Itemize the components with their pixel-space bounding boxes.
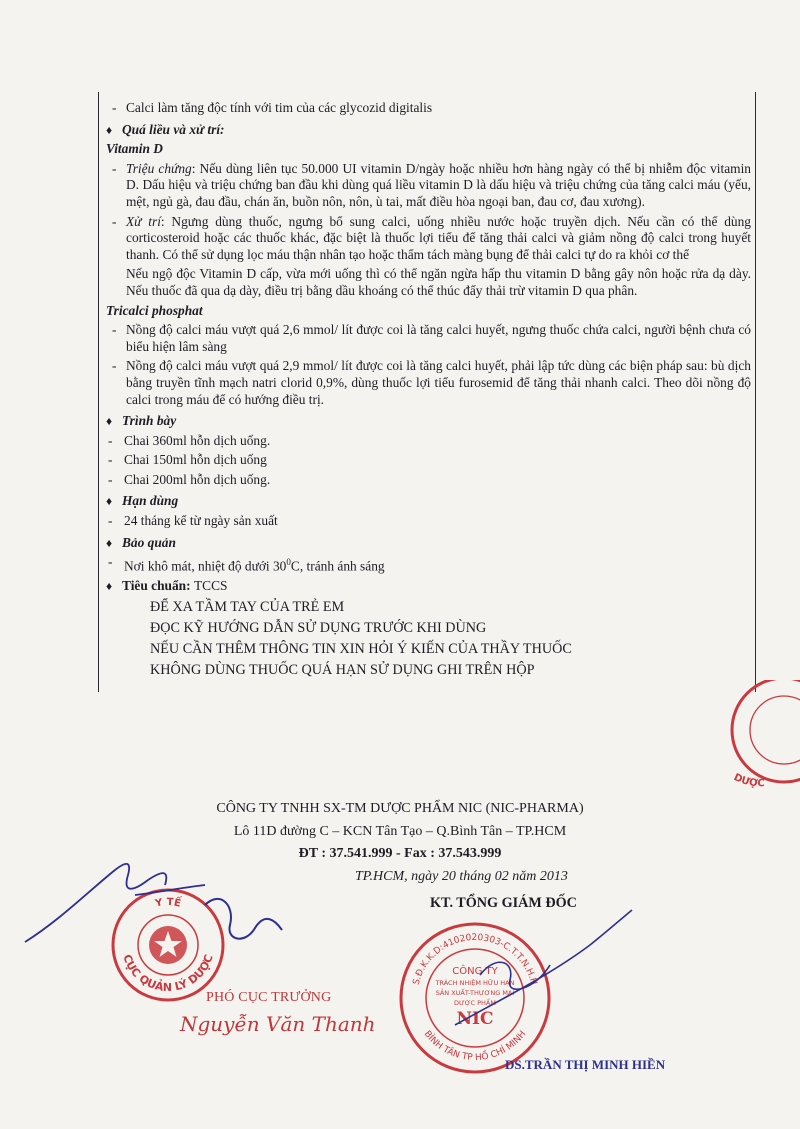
section-heading-storage: ♦ Bảo quản xyxy=(106,534,176,550)
edge-partial-seal xyxy=(712,680,800,800)
subheading-vitamin-d: Vitamin D xyxy=(106,141,163,157)
company-seal-ring-bottom: BÌNH TÂN TP HỒ CHÍ MINH xyxy=(421,1029,529,1064)
document-body xyxy=(106,100,751,681)
diamond-bullet-icon: ♦ xyxy=(106,122,113,137)
list-item: - Triệu chứng: Nếu dùng liên tục 50.000 UI vitamin D/ngày hoặc nhiều hơn hàng ngày có thể bị nhiễm độc vitamin D. Dấu hiệu và triệu chứng ban đầu khi dùng quá liều vitamin D là dấu hiệu và triệu chứng của tăng calci máu (yếu, mệt, ngủ gà, đau đầu, chán ăn, buồn nôn, nôn, ù tai, mất điều hòa ngoại ban, đau cơ, đau xương). xyxy=(112,160,751,209)
deputy-title: PHÓ CỤC TRƯỞNG xyxy=(206,990,332,1005)
warning-line: KHÔNG DÙNG THUỐC QUÁ HẠN SỬ DỤNG GHI TRÊN HỘP xyxy=(150,661,535,678)
symptom-label: Triệu chứng xyxy=(126,160,192,176)
list-item: - Nồng độ calci máu vượt quá 2,6 mmol/ lít được coi là tăng calci huyết, ngưng thuốc chứa calci, người bệnh chưa có biểu hiện lâm sàng xyxy=(112,322,751,354)
section-heading-expiry: ♦ Hạn dùng xyxy=(106,493,179,509)
diamond-bullet-icon: ♦ xyxy=(106,535,113,550)
diamond-bullet-icon: ♦ xyxy=(106,414,113,429)
tricalci-item-1: Nồng độ calci máu vượt quá 2,6 mmol/ lít được coi là tăng calci huyết, ngưng thuốc chứa calci, người bệnh chưa có biểu hiện lâm sàng xyxy=(126,322,751,354)
acute-poisoning-text: Nếu ngộ độc Vitamin D cấp, vừa mới uống thì có thể ngăn ngừa hấp thu vitamin D bằng gây nôn hoặc rửa dạ dày. Nếu thuốc đã qua dạ dày, điều trị bằng dầu khoáng có thể thúc đẩy thải trừ vitamin D qua phân. xyxy=(126,266,751,298)
list-item: - 24 tháng kể từ ngày sản xuất xyxy=(108,513,278,529)
list-item: - Chai 360ml hỗn dịch uống. xyxy=(108,432,271,448)
seal-left-bottom-text: CỤC QUẢN LÝ DƯỢC xyxy=(120,952,216,995)
deputy-name-signature: Nguyễn Văn Thanh xyxy=(180,1012,376,1036)
intro-bullet-text: Calci làm tăng độc tính với tim của các glycozid digitalis xyxy=(126,100,433,115)
list-item: - Calci làm tăng độc tính với tim của các glycozid digitalis xyxy=(112,100,433,115)
company-phone: ĐT : 37.541.999 - Fax : 37.543.999 xyxy=(298,846,502,861)
list-item: - Chai 150ml hỗn dịch uống xyxy=(108,452,267,468)
treatment-text: : Ngưng dùng thuốc, ngưng bổ sung calci, uống nhiều nước hoặc truyền dịch. Nếu cần có thể dùng corticosteroid hoặc các thuốc khác, đặc biệt là thuốc lợi tiểu để tăng thải calci và giảm nồng độ calci trong huyết thanh. Có thể sử dụng lọc máu thận nhân tạo hoặc thẩm tách màng bụng để thải calci tự do ra khỏi cơ thể xyxy=(126,213,751,262)
company-seal-ring-text: S.Đ.K.K.D:4102020303-C.T.T.N.H.H xyxy=(411,932,539,987)
standard-line: ♦ Tiêu chuẩn: TCCS xyxy=(106,578,228,594)
list-item: - Nơi khô mát, nhiệt độ dưới $30^0C$, tránh ánh sáng xyxy=(108,554,385,574)
subheading-tricalci: Tricalci phosphat xyxy=(106,302,203,318)
diamond-bullet-icon: ♦ xyxy=(106,579,113,594)
list-item: - Nồng độ calci máu vượt quá 2,9 mmol/ lít được coi là tăng calci huyết, phải lập tức dùng các biện pháp sau: bù dịch bằng truyền tĩnh mạch natri clorid 0,9%, dùng thuốc lợi tiểu furosemid để tăng thải nhanh calci. Theo dõi nồng độ calci trong máu để có hướng điều trị. xyxy=(112,358,751,407)
company-name: CÔNG TY TNHH SX-TM DƯỢC PHẨM NIC (NIC-PHARMA) xyxy=(216,801,584,816)
section-heading-presentation: ♦ Trình bày xyxy=(106,413,177,429)
warning-line: NẾU CẦN THÊM THÔNG TIN XIN HỎI Ý KIẾN CỦA THẦY THUỐC xyxy=(150,640,572,657)
pharmacist-name: DS.TRẦN THỊ MINH HIỀN xyxy=(505,1057,666,1072)
diamond-bullet-icon: ♦ xyxy=(106,494,113,509)
svg-text:NIC: NIC xyxy=(456,1009,494,1029)
director-title: KT. TỔNG GIÁM ĐỐC xyxy=(430,895,577,911)
signature-scribble xyxy=(20,850,300,950)
warning-line: ĐỌC KỸ HƯỚNG DẪN SỬ DỤNG TRƯỚC KHI DÙNG xyxy=(150,619,487,636)
treatment-label: Xử trí xyxy=(126,213,161,229)
svg-text:CÔNG TY: CÔNG TY xyxy=(452,966,498,977)
list-item: - Chai 200ml hỗn dịch uống. xyxy=(108,471,271,487)
edge-seal-text: DƯỢC xyxy=(731,771,765,790)
standard-value: TCCS xyxy=(193,578,228,594)
list-item: - Xử trí: Ngưng dùng thuốc, ngưng bổ sung calci, uống nhiều nước hoặc truyền dịch. Nếu cần có thể dùng corticosteroid hoặc các thuốc khác, đặc biệt là thuốc lợi tiểu để tăng thải calci và giảm nồng độ calci trong huyết thanh. Có thể sử dụng lọc máu thận nhân tạo hoặc thẩm tách màng bụng để thải calci tự do ra khỏi cơ thể xyxy=(112,213,751,262)
director-signature-scribble xyxy=(440,905,640,1035)
section-heading-overdose: ♦ Quá liều và xử trí: xyxy=(106,121,225,137)
symptom-text: : Nếu dùng liên tục 50.000 UI vitamin D/ngày hoặc nhiều hơn hàng ngày có thể bị nhiễm độc vitamin D. Dấu hiệu và triệu chứng ban đầu khi dùng quá liều vitamin D là dấu hiệu và triệu chứng của tăng calci máu (yếu, mệt, ngủ gà, đau đầu, chán ăn, buồn nôn, nôn, ù tai, mất điều hòa ngoại ban, đau cơ, đau xương). xyxy=(126,160,751,209)
svg-text:DƯỢC PHẨM: DƯỢC PHẨM xyxy=(454,999,496,1007)
seal-left-top-text: Y TẾ xyxy=(154,896,182,910)
signature-date: TP.HCM, ngày 20 tháng 02 năm 2013 xyxy=(355,869,568,884)
tricalci-item-2: Nồng độ calci máu vượt quá 2,9 mmol/ lít được coi là tăng calci huyết, phải lập tức dùng các biện pháp sau: bù dịch bằng truyền tĩnh mạch natri clorid 0,9%, dùng thuốc lợi tiểu furosemid để tăng thải nhanh calci. Theo dõi nồng độ calci trong máu để có hướng điều trị. xyxy=(126,358,751,407)
svg-text:TRÁCH NHIỆM HỮU HẠN: TRÁCH NHIỆM HỮU HẠN xyxy=(435,979,515,987)
company-address: Lô 11D đường C – KCN Tân Tạo – Q.Bình Tân – TP.HCM xyxy=(233,824,567,839)
svg-text:SẢN XUẤT-THƯƠNG MẠI: SẢN XUẤT-THƯƠNG MẠI xyxy=(435,989,515,997)
warning-line: ĐỂ XA TẦM TAY CỦA TRẺ EM xyxy=(150,598,345,615)
warning-block xyxy=(106,597,751,681)
